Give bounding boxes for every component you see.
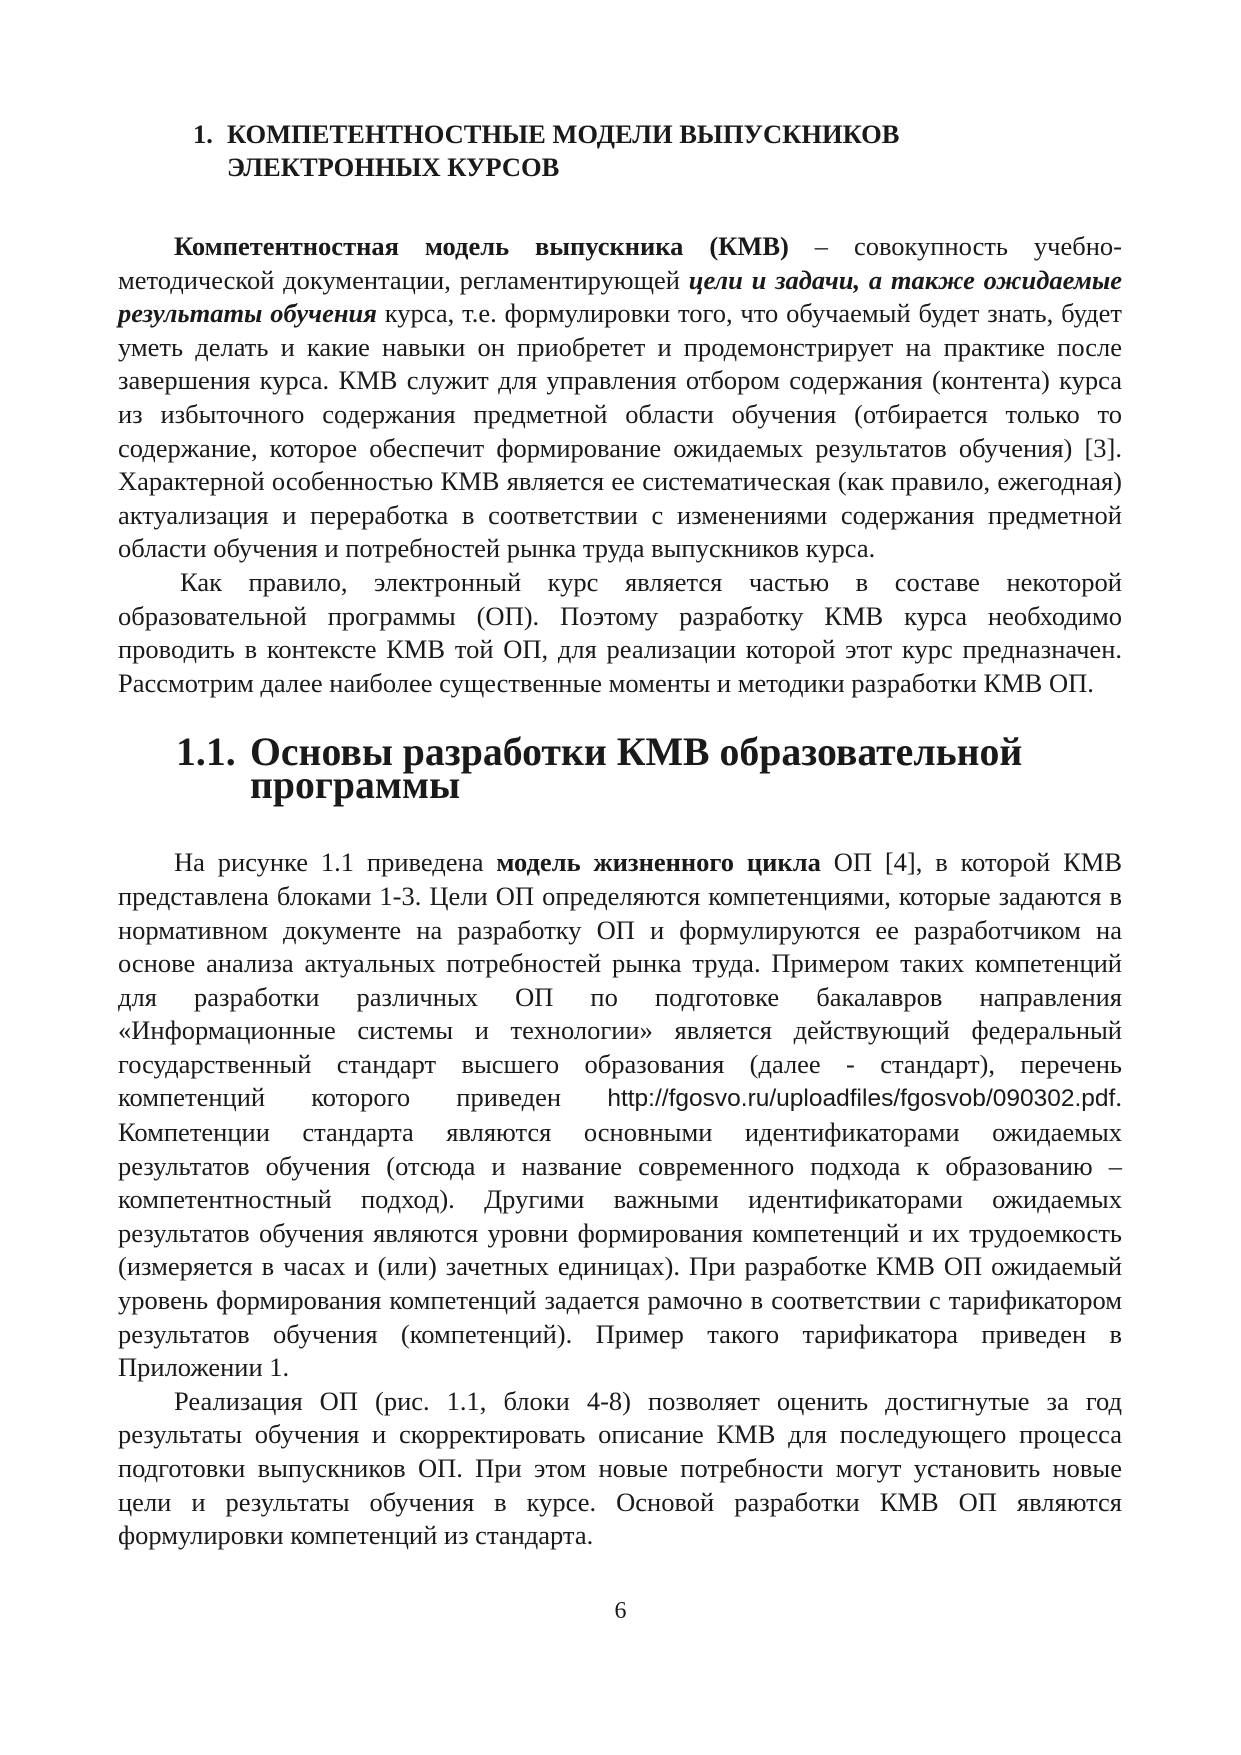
paragraph-text: – совокупность учебно-методической документации, регламентирующей [118, 231, 1122, 295]
paragraph-implementation: Реализация ОП (рис. 1.1, блоки 4-8) позволяет оценить достигнутые за год результаты обучения и скорректировать описание КМВ для последующего процесса подготовки выпускников ОП. При этом новые потребности могут установить новые цели и результаты обучения в курсе. Основой разработки КМВ ОП являются формулировки компетенций из стандарта. [118, 1385, 1122, 1551]
chapter-title-line2: ЭЛЕКТРОННЫХ КУРСОВ [227, 152, 560, 182]
term-lifecycle-model: модель жизненного цикла [496, 847, 821, 878]
section-title [176, 730, 1122, 808]
section-title-text: Основы разработки КМВ образовательной программы [250, 730, 1023, 808]
paragraph-text: курса, т.е. формулировки того, что обучаемый будет знать, будет уметь делать и какие навыки он приобретет и продемонстрирует на практике после завершения курса. КМВ служит для управления отбором содержания (контента) курса из избыточного содержания предметной области обучения (отбирается только то содержание, которое обеспечит формирование ожидаемых результатов обучения) [3]. Характерной особенностью КМВ является ее систематическая (как правило, ежегодная) актуализация и переработка в соответствии с изменениями содержания предметной области обучения и потребностей рынка труда выпускников курса. [118, 298, 1122, 564]
paragraph-lifecycle-model [118, 846, 1122, 1385]
page-content [118, 118, 1122, 1553]
term-kmv: Компетентностная модель выпускника (КМВ) [174, 231, 789, 261]
chapter-title-line1: КОМПЕТЕНТНОСТНЫЕ МОДЕЛИ ВЫПУСКНИКОВ [227, 119, 900, 149]
chapter-title [193, 118, 1122, 184]
section-number: 1.1. [176, 730, 236, 775]
chapter-number: 1. [193, 119, 213, 149]
emphasis-goals: цели и задачи, а также ожидаемые результаты обучения [118, 264, 1122, 329]
paragraph-text: . Компетенции стандарта являются основными идентификаторами ожидаемых результатов обучения (отсюда и название современного подхода к образованию – компетентностный подход). Другими важными идентификаторами ожидаемых результатов обучения являются уровни формирования компетенций и их трудоемкость (измеряется в часах и (или) зачетных единицах). При разработке КМВ ОП ожидаемый уровень формирования компетенций задается рамочно в соответствии с тарификатором результатов обучения (компетенций). Пример такого тарификатора приведен в Приложении 1. [118, 1082, 1122, 1383]
paragraph-text: На рисунке 1.1 приведена [174, 847, 497, 878]
page-number: 6 [614, 1598, 627, 1624]
standard-link[interactable]: http://fgosvo.ru/uploadfiles/fgosvob/090302.pdf [607, 1085, 1116, 1113]
paragraph-course-context: Как правило, электронный курс является частью в составе некоторой образовательной программы (ОП). Поэтому разработку КМВ курса необходимо проводить в контексте КМВ той ОП, для реализации которой этот курс предназначен. Рассмотрим далее наиболее существенные моменты и методики разработки КМВ ОП. [118, 566, 1122, 698]
paragraph-text: ОП [4], в которой КМВ представлена блоками 1-3. Цели ОП определяются компетенциями, которые задаются в нормативном документе на разработку ОП и формулируются ее разработчиком на основе анализа актуальных потребностей рынка труда. Примером таких компетенций для разработки различных ОП по подготовке бакалавров направления «Информационные системы и технологии» является действующий федеральный государственный стандарт высшего образования (далее - стандарт), перечень компетенций которого приведен [118, 847, 1122, 1113]
chapter-title-text [227, 118, 987, 184]
paragraph-kmv-definition [118, 230, 1122, 566]
